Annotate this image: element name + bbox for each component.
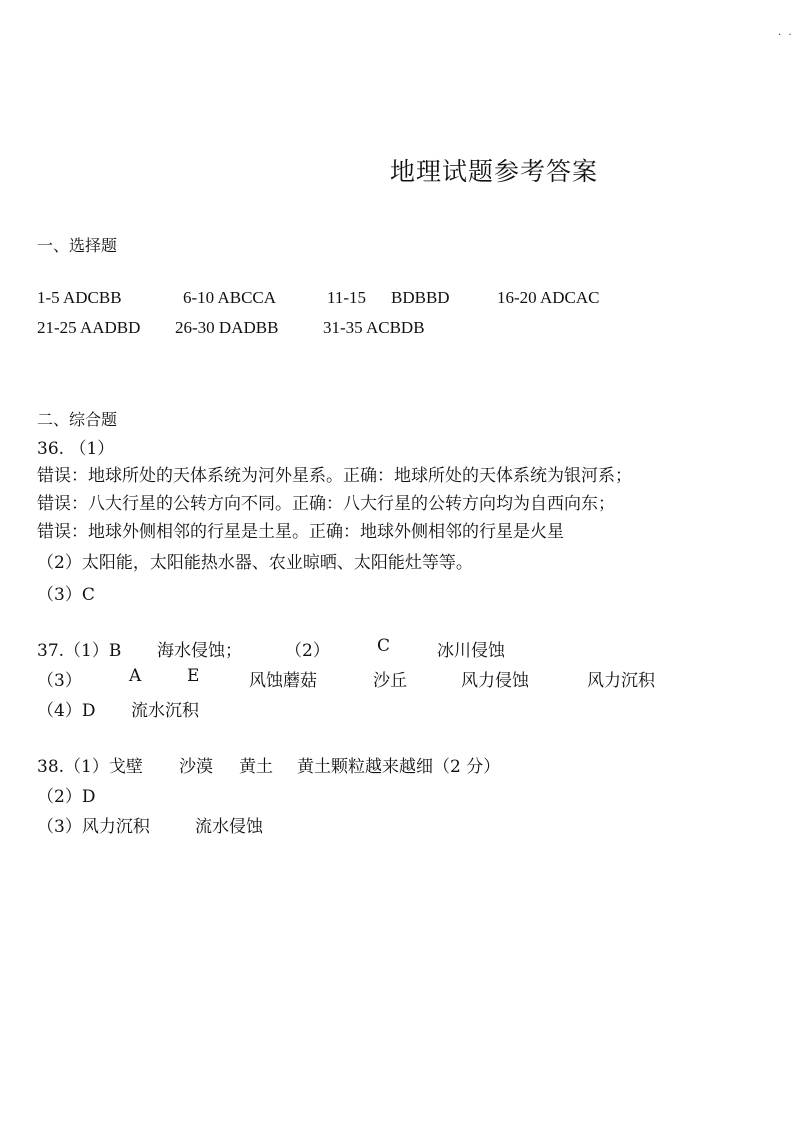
q37-part-2-answer: 冰川侵蚀 xyxy=(437,641,505,661)
choice-answer-6-10: 6-10 ABCCA xyxy=(183,288,277,307)
choice-answer-16-20: 16-20 ADCAC xyxy=(497,288,600,307)
choice-answers-row-1 xyxy=(37,288,757,312)
q37-part-4-answer: 流水沉积 xyxy=(131,701,199,721)
q37-part-2: （2） xyxy=(285,641,330,661)
q38-part-3-answer-2: 流水侵蚀 xyxy=(195,817,263,837)
q37-part-3-answer-4: 风力沉积 xyxy=(587,671,655,691)
q36-answer-part-2: （2）太阳能，太阳能热水器、农业晾晒、太阳能灶等等。 xyxy=(37,553,473,573)
q36-header: 36. （1） xyxy=(37,439,115,459)
q38-row-2 xyxy=(37,782,777,806)
section-choice-heading: 一、选择题 xyxy=(37,236,118,255)
choice-answer-31-35: 31-35 ACBDB xyxy=(323,318,425,337)
choice-answer-21-25: 21-25 AADBD xyxy=(37,318,141,337)
q37-part-3-letter-e: E xyxy=(187,666,200,686)
q37-part-3-answer-1: 风蚀蘑菇 xyxy=(249,671,317,691)
q37-row-2 xyxy=(37,666,777,690)
q36-answer-line-3: 错误：地球外侧相邻的行星是土星。正确：地球外侧相邻的行星是火星 xyxy=(37,522,564,542)
q36-answer-line-2: 错误：八大行星的公转方向不同。正确：八大行星的公转方向均为自西向东； xyxy=(37,494,615,514)
q37-part-3-answer-3: 风力侵蚀 xyxy=(461,671,529,691)
q38-row-3 xyxy=(37,812,777,836)
choice-answer-1-5: 1-5 ADCBB xyxy=(37,288,122,307)
q36-answer-part-3: （3）C xyxy=(37,585,95,605)
q38-part-1-answer-4: 黄土颗粒越来越细（2 分） xyxy=(297,757,501,777)
q37-part-3: （3） xyxy=(37,671,82,691)
corner-scan-mark: · · xyxy=(778,30,794,41)
q38-part-3: （3）风力沉积 xyxy=(37,817,150,837)
choice-answer-11-15-label: 11-15 xyxy=(327,288,367,307)
choice-answer-26-30: 26-30 DADBB xyxy=(175,318,279,337)
q38-part-1-answer-3: 黄土 xyxy=(239,757,273,777)
section-comprehensive-heading: 二、综合题 xyxy=(37,410,118,429)
q36-answer-line-1: 错误：地球所处的天体系统为河外星系。正确：地球所处的天体系统为银河系； xyxy=(37,466,632,486)
choice-answers-row-2 xyxy=(37,318,757,342)
page-title: 地理试题参考答案 xyxy=(390,157,599,186)
q37-part-3-letter-a: A xyxy=(129,666,142,686)
choice-answer-11-15-value: BDBBD xyxy=(391,288,450,307)
q37-row-3 xyxy=(37,696,777,720)
q37-part-1-answer: 海水侵蚀； xyxy=(157,641,242,661)
q38-part-1: 38.（1）戈壁 xyxy=(37,757,143,777)
q38-part-1-answer-2: 沙漠 xyxy=(179,757,213,777)
q37-part-3-answer-2: 沙丘 xyxy=(373,671,407,691)
q37-part-1: 37.（1）B xyxy=(37,641,122,661)
q37-row-1 xyxy=(37,636,777,660)
q38-row-1 xyxy=(37,752,777,776)
q37-part-2-letter: C xyxy=(377,636,391,656)
q37-part-4: （4）D xyxy=(37,701,96,721)
q38-part-2: （2）D xyxy=(37,787,96,807)
